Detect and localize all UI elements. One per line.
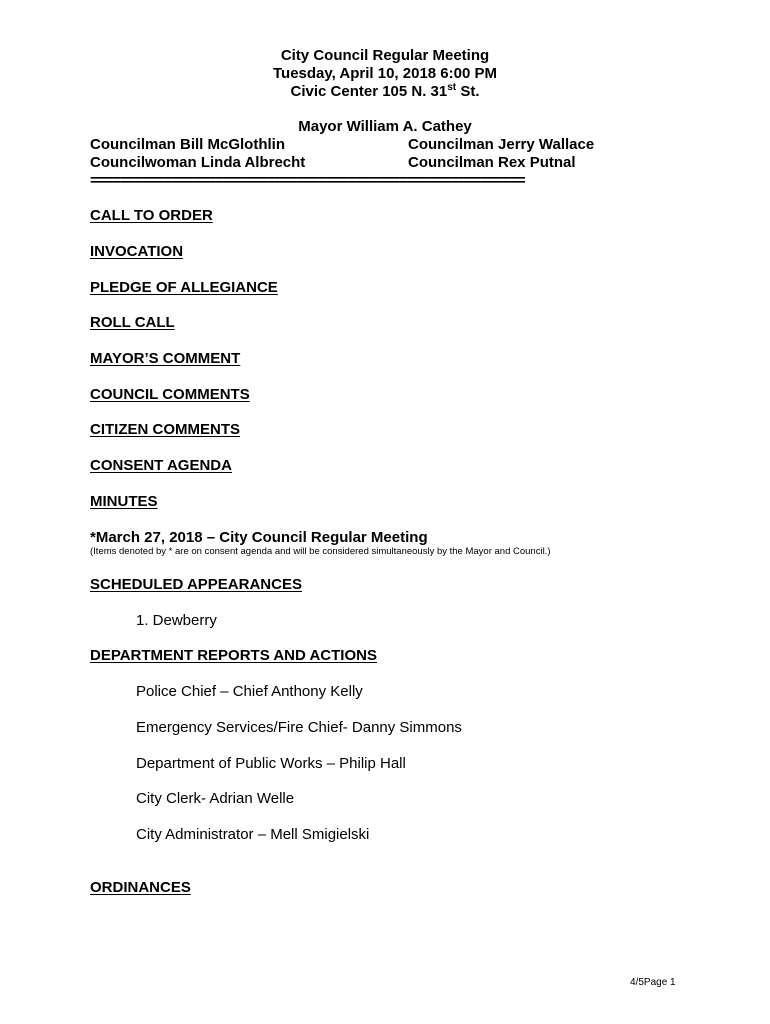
council-member-left-2: Councilwoman Linda Albrecht	[90, 154, 306, 171]
council-member-left-1: Councilman Bill McGlothlin	[90, 136, 285, 153]
heading-department-reports: DEPARTMENT REPORTS AND ACTIONS	[90, 647, 377, 664]
heading-scheduled-appearances: SCHEDULED APPEARANCES	[90, 576, 302, 593]
department-report-item: Emergency Services/Fire Chief- Danny Simmons	[136, 719, 462, 736]
location-prefix: Civic Center 105 N. 31	[290, 83, 448, 100]
heading-call-to-order: CALL TO ORDER	[90, 207, 213, 224]
meeting-location	[0, 83, 770, 101]
department-report-item: City Administrator – Mell Smigielski	[136, 826, 370, 843]
meeting-date-time: Tuesday, April 10, 2018 6:00 PM	[273, 65, 497, 82]
heading-citizen-comments: CITIZEN COMMENTS	[90, 421, 240, 438]
heading-council-comments: COUNCIL COMMENTS	[90, 386, 250, 403]
header-divider: ===========================================================	[90, 172, 525, 189]
department-report-item: Department of Public Works – Philip Hall	[136, 755, 406, 772]
heading-roll-call: ROLL CALL	[90, 314, 175, 331]
heading-mayors-comment: MAYOR’S COMMENT	[90, 350, 241, 367]
location-suffix: St.	[456, 83, 480, 100]
minutes-item: *March 27, 2018 – City Council Regular Meeting	[90, 529, 428, 546]
department-report-item: Police Chief – Chief Anthony Kelly	[136, 683, 363, 700]
council-member-right-1: Councilman Jerry Wallace	[408, 136, 595, 153]
heading-invocation: INVOCATION	[90, 243, 184, 260]
council-member-right-2: Councilman Rex Putnal	[408, 154, 576, 171]
department-report-item: City Clerk- Adrian Welle	[136, 790, 295, 807]
heading-consent-agenda: CONSENT AGENDA	[90, 457, 232, 474]
heading-ordinances: ORDINANCES	[90, 879, 191, 896]
consent-agenda-note: (Items denoted by * are on consent agenda and will be considered simultaneously by the Mayor and Council.)	[90, 546, 551, 557]
page-number: 4/5Page 1	[630, 977, 676, 988]
appearance-item: 1. Dewberry	[136, 612, 217, 629]
heading-pledge-of-allegiance: PLEDGE OF ALLEGIANCE	[90, 279, 278, 296]
heading-minutes: MINUTES	[90, 493, 158, 510]
location-superscript: st	[447, 82, 457, 93]
meeting-title: City Council Regular Meeting	[280, 47, 490, 64]
mayor-name: Mayor William A. Cathey	[298, 118, 472, 135]
